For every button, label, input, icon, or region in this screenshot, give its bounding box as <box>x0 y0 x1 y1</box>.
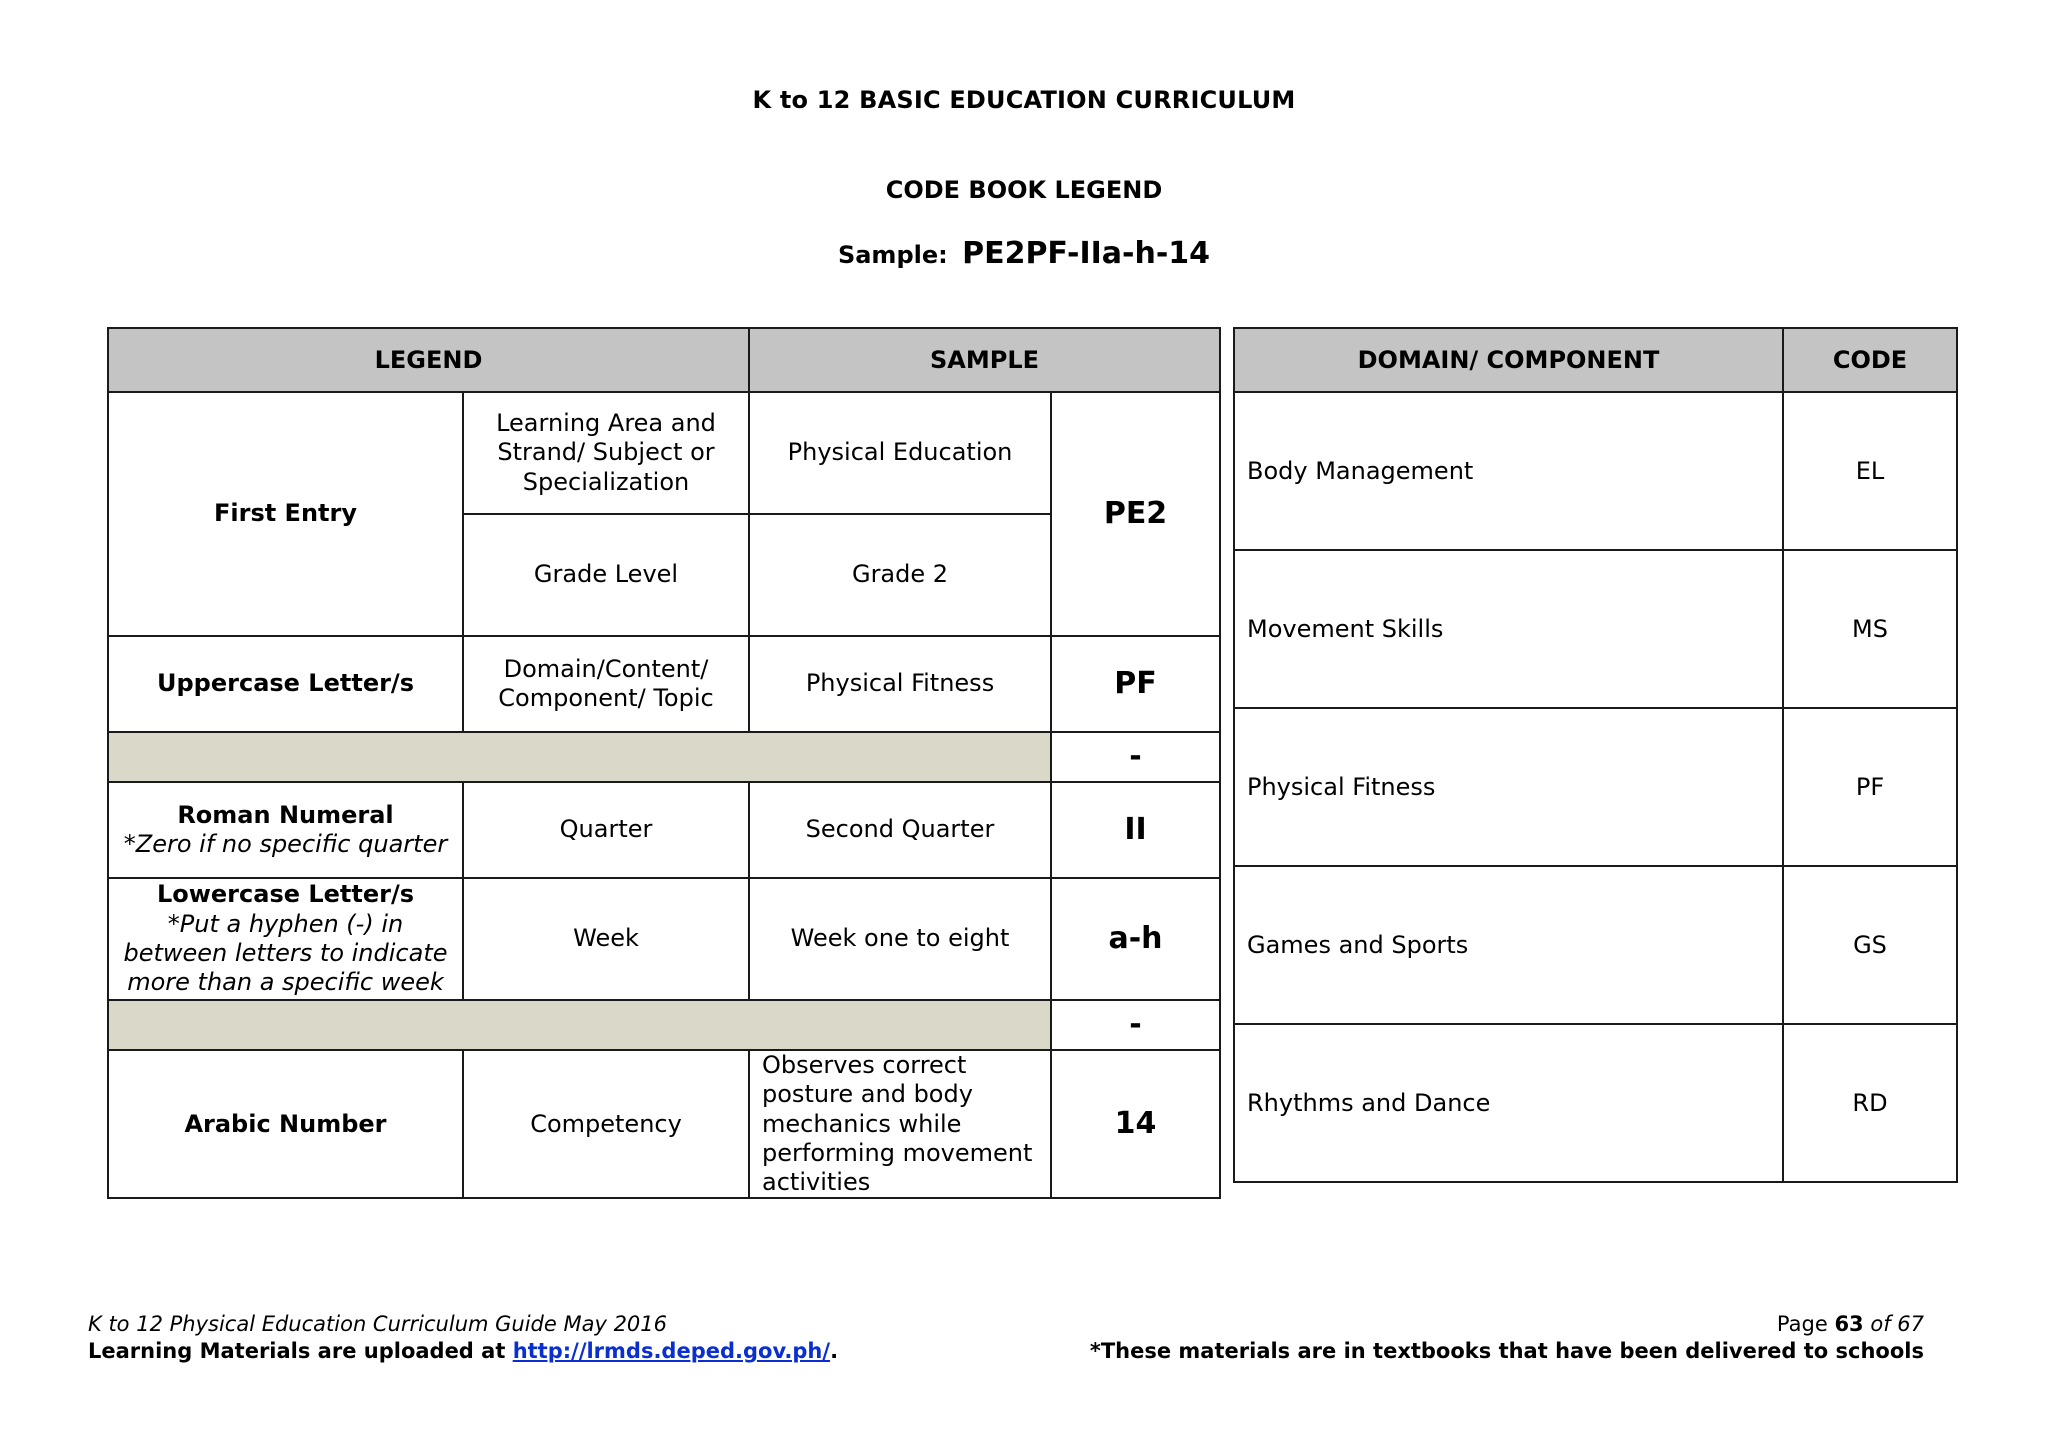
domain-name: Rhythms and Dance <box>1234 1024 1783 1182</box>
roman-numeral-note: *Zero if no specific quarter <box>123 830 448 858</box>
sample-value: Physical Fitness <box>749 636 1051 732</box>
document-subtitle: CODE BOOK LEGEND <box>885 176 1163 204</box>
table-row <box>108 636 1220 732</box>
document-title: K to 12 BASIC EDUCATION CURRICULUM <box>752 86 1296 114</box>
footer-left <box>88 1311 838 1366</box>
footer-guide: K to 12 Physical Education Curriculum Guide May 2016 <box>88 1312 668 1336</box>
separator-code: - <box>1051 732 1220 782</box>
domain-name: Movement Skills <box>1234 550 1783 708</box>
page-label: Page <box>1776 1312 1835 1336</box>
roman-numeral-label: Roman Numeral <box>177 800 394 829</box>
legend-description: Learning Area and Strand/ Subject or Specialization <box>463 392 749 514</box>
table-row <box>108 1050 1220 1198</box>
separator-filler <box>108 732 1051 782</box>
domain-code: EL <box>1783 392 1957 550</box>
legend-description: Quarter <box>463 782 749 878</box>
sample-value: Physical Education <box>749 392 1051 514</box>
table-row <box>108 392 1220 514</box>
domain-table <box>1233 327 1958 1183</box>
code-value: II <box>1051 782 1220 878</box>
domain-code: MS <box>1783 550 1957 708</box>
sample-value: Observes correct posture and body mechanics while performing movement activities <box>749 1050 1051 1198</box>
legend-table <box>107 327 1221 1199</box>
separator-filler <box>108 1000 1051 1050</box>
table-row <box>108 878 1220 1000</box>
legend-description: Competency <box>463 1050 749 1198</box>
footer-upload-text: Learning Materials are uploaded at <box>88 1339 513 1364</box>
footer-right <box>1090 1311 1924 1366</box>
domain-code: PF <box>1783 708 1957 866</box>
page-indicator <box>1090 1311 1924 1338</box>
sample-code: PE2PF-IIa-h-14 <box>962 236 1211 271</box>
sample-value: Second Quarter <box>749 782 1051 878</box>
domain-name: Body Management <box>1234 392 1783 550</box>
page-number: 63 <box>1834 1312 1864 1336</box>
domain-header: DOMAIN/ COMPONENT <box>1234 328 1783 392</box>
code-value: PF <box>1051 636 1220 732</box>
domain-code: RD <box>1783 1024 1957 1182</box>
lrmds-link[interactable]: http://lrmds.deped.gov.ph/ <box>512 1339 831 1364</box>
sample-value: Week one to eight <box>749 878 1051 1000</box>
legend-description: Week <box>463 878 749 1000</box>
arabic-number-label: Arabic Number <box>108 1050 463 1198</box>
code-value: 14 <box>1051 1050 1220 1198</box>
footer-upload-line <box>88 1338 838 1365</box>
domain-code: GS <box>1783 866 1957 1024</box>
sample-label: Sample: <box>837 241 948 269</box>
separator-row <box>108 732 1220 782</box>
page-total: of 67 <box>1863 1312 1924 1336</box>
sample-line <box>0 236 2048 271</box>
first-entry-label: First Entry <box>108 392 463 636</box>
code-value: a-h <box>1051 878 1220 1000</box>
footer-note: *These materials are in textbooks that have been delivered to schools <box>1089 1339 1924 1364</box>
separator-row <box>108 1000 1220 1050</box>
table-row <box>1234 708 1957 866</box>
table-row <box>1234 392 1957 550</box>
table-row <box>108 782 1220 878</box>
table-row <box>1234 550 1957 708</box>
table-row <box>1234 1024 1957 1182</box>
domain-header-row <box>1234 328 1957 392</box>
separator-code: - <box>1051 1000 1220 1050</box>
sample-header: SAMPLE <box>749 328 1220 392</box>
legend-description: Domain/Content/ Component/ Topic <box>463 636 749 732</box>
roman-numeral-cell <box>108 782 463 878</box>
legend-header: LEGEND <box>108 328 749 392</box>
code-value: PE2 <box>1051 392 1220 636</box>
lowercase-cell <box>108 878 463 1000</box>
uppercase-label: Uppercase Letter/s <box>108 636 463 732</box>
lowercase-label: Lowercase Letter/s <box>156 880 415 909</box>
footer-period: . <box>830 1339 839 1364</box>
sample-value: Grade 2 <box>749 514 1051 636</box>
lowercase-note: *Put a hyphen (-) in between letters to indicate more than a specific week <box>123 909 448 997</box>
legend-description: Grade Level <box>463 514 749 636</box>
domain-name: Games and Sports <box>1234 866 1783 1024</box>
code-header: CODE <box>1783 328 1957 392</box>
legend-header-row <box>108 328 1220 392</box>
domain-name: Physical Fitness <box>1234 708 1783 866</box>
table-row <box>1234 866 1957 1024</box>
